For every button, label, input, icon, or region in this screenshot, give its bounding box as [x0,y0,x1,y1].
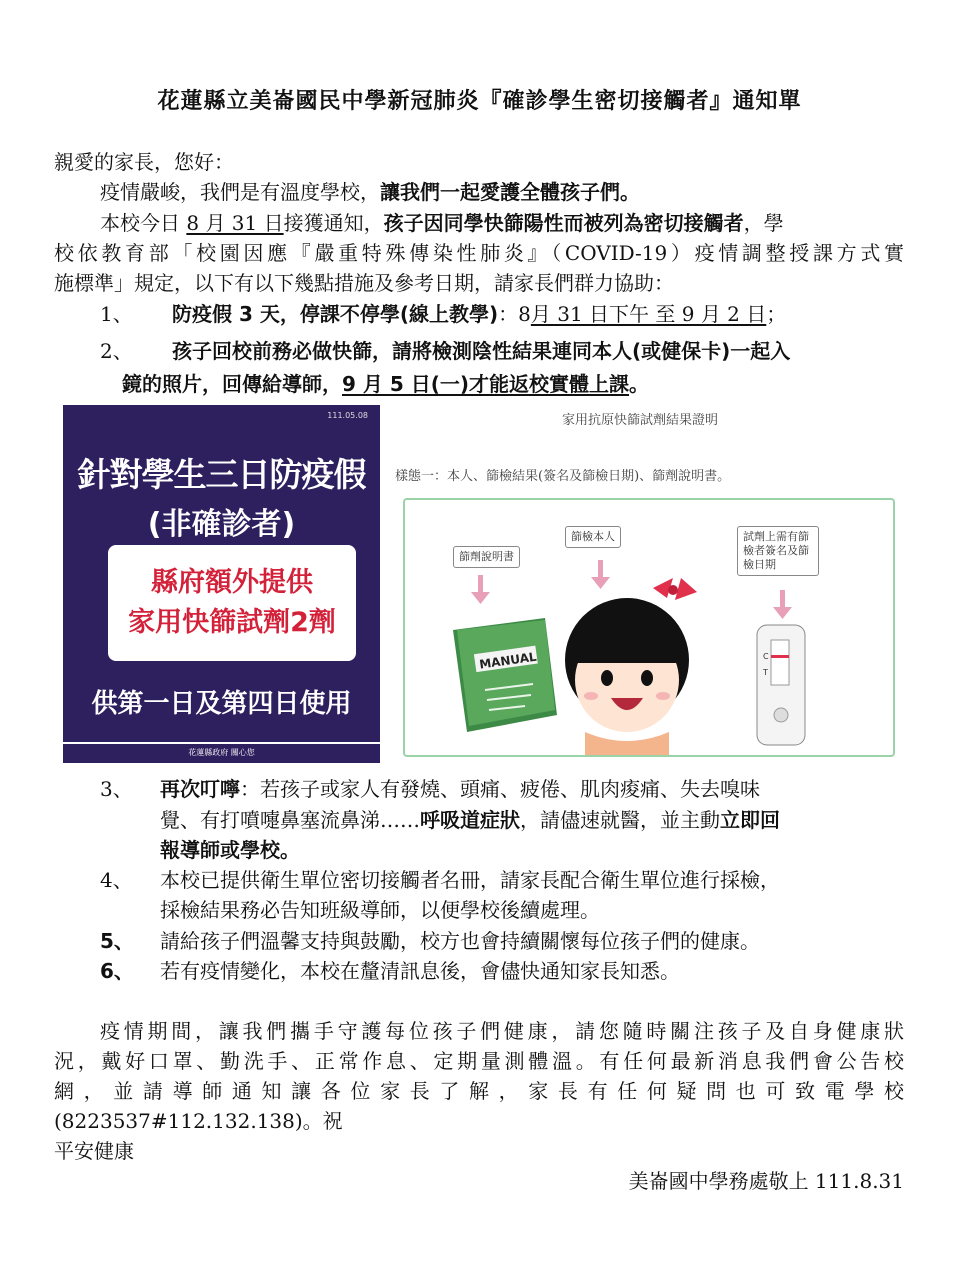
closing-line-5: 平安健康 [54,1139,134,1163]
item-1-end: ； [766,302,787,326]
test-t-label: T [763,668,768,677]
item-4-line-2: 採檢結果務必告知班級導師，以便學校後續處理。 [160,898,600,922]
item-5-number: 5、 [100,929,134,953]
item-5: 請給孩子們溫馨支持與鼓勵，校方也會持續關懷每位孩子們的健康。 [160,929,760,953]
item-3-bold-b: 呼吸道症狀 [420,808,520,832]
item-3-text: ：若孩子或家人有發燒、頭痛、疲倦、肌肉痠痛、失去嗅味 [240,777,760,801]
item-6-number: 6、 [100,959,134,983]
item-1-bold: 防疫假 3 天，停課不停學(線上教學) [172,302,499,326]
paragraph-1-text: 疫情嚴峻，我們是有溫度學校， [100,180,380,204]
document-title: 花蓮縣立美崙國民中學新冠肺炎『確診學生密切接觸者』通知單 [157,89,802,114]
notice-date: 8 月 31 日 [186,211,284,235]
tag-manual: 篩劑說明書 [453,546,520,568]
item-3-number: 3、 [100,777,133,801]
signature: 美崙國中學務處敬上 111.8.31 [628,1169,904,1193]
paragraph-1-bold: 讓我們一起愛護全體孩子們。 [380,180,640,204]
item-3-bold-c: 立即回 [720,808,780,832]
item-6: 若有疫情變化，本校在釐清訊息後，會儘快通知家長知悉。 [160,959,680,983]
poster-heading: 針對學生三日防疫假 [77,455,366,494]
item-3-text-c: ，請儘速就醫，並主動 [520,808,720,832]
poster-box-line-2: 家用快篩試劑2劑 [128,607,336,638]
item-3-line-3: 報導師或學校。 [160,838,300,862]
item-2-line-1: 孩子回校前務必做快篩，請將檢測陰性結果連同本人(或健保卡)一起入 [172,339,791,363]
item-2-end: 。 [629,372,650,396]
poster-date: 111.05.08 [327,411,368,420]
paragraph-2-bold: 孩子因同學快篩陽性而被列為密切接觸者 [383,211,744,235]
paragraph-2-text-b: 接獲通知， [283,211,384,235]
test-result-illustration [385,405,895,763]
poster-box-line-1: 縣府額外提供 [151,567,313,598]
item-2-text: 鏡的照片，回傳給導師， [122,372,342,396]
quarantine-poster [63,405,380,763]
paragraph-2-line-3: 施標準」規定，以下有以下幾點措施及參考日期，請家長們群力協助： [54,271,674,295]
item-1-number: 1、 [100,302,133,326]
closing-line-3: 網，並請導師通知讓各位家長了解，家長有任何疑問也可致電學校 [54,1079,904,1103]
return-date: 9 月 5 日(一)才能返校實體上課 [342,372,630,396]
item-1 [172,300,786,328]
item-1-colon: ：8 [498,302,531,326]
item-3-line-2 [160,806,780,834]
item-2-number: 2、 [100,339,133,363]
closing-line-4: (8223537#112.132.138)。祝 [54,1109,343,1133]
item-2-line-2 [122,370,649,398]
item-3-line-1 [160,775,760,803]
item-4-line-1: 本校已提供衛生單位密切接觸者名冊，請家長配合衛生單位進行採檢， [160,868,780,892]
poster-usage: 供第一日及第四日使用 [91,689,352,719]
item-3-bold: 再次叮嚀 [160,777,240,801]
poster-highlight-box [108,545,356,661]
illustration-frame [403,498,895,757]
illustration-subtitle: 樣態一：本人、篩檢結果(簽名及篩檢日期)、篩劑說明書。 [395,469,731,484]
poster-subheading: (非確診者) [147,507,296,542]
paragraph-1 [100,178,640,206]
child-face-icon [565,578,697,755]
manual-label: MANUAL [478,649,538,672]
poster-footer: 花蓮縣政府 關心您 [188,748,255,757]
test-kit-icon [757,625,805,745]
illustration-caption: 家用抗原快篩試劑結果證明 [561,413,718,428]
illustration-drawing [405,500,893,755]
closing-line-2: 況，戴好口罩、勤洗手、正常作息、定期量測體溫。有任何最新消息我們會公告校 [54,1049,904,1073]
item-3-text-b: 覺、有打噴嚏鼻塞流鼻涕…… [160,808,420,832]
poster-stripe [63,742,380,744]
item-4-number: 4、 [100,868,133,892]
paragraph-2-line-2: 校依教育部「校園因應『嚴重特殊傳染性肺炎』（COVID-19）疫情調整授課方式實 [54,241,904,265]
tag-person: 篩檢本人 [565,526,621,548]
test-c-label: C [763,652,769,661]
item-1-date-range: 月 31 日下午 至 9 月 2 日 [530,302,767,326]
closing-line-1: 疫情期間，讓我們攜手守護每位孩子們健康，請您隨時關注孩子及自身健康狀 [100,1019,904,1043]
greeting: 親愛的家長，您好： [54,150,234,174]
paragraph-2-text: 本校今日 [100,211,187,235]
manual-book-icon [453,618,557,732]
tag-test-kit: 試劑上需有篩檢者簽名及篩檢日期 [737,526,819,576]
paragraph-2-line-1 [100,209,904,237]
paragraph-2-text-c: ，學 [743,211,784,235]
